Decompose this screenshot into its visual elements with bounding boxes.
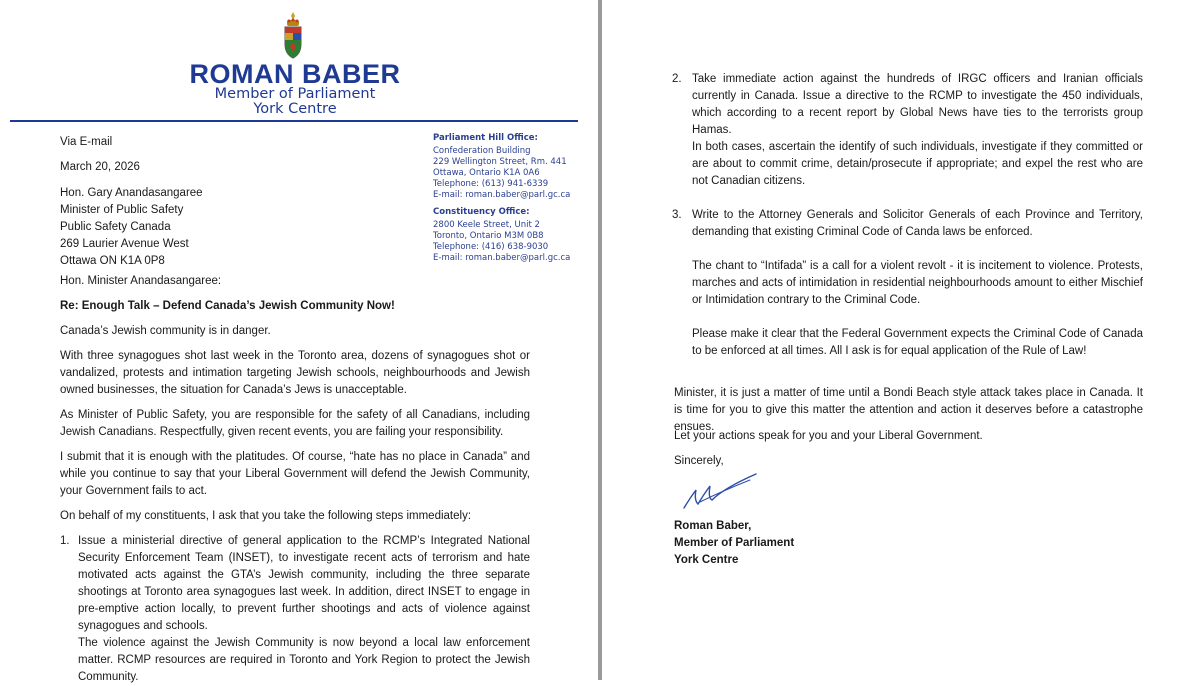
office-heading: Parliament Hill Office: [433,133,538,143]
recipient-address [60,185,390,270]
office-line: Confederation Building [433,146,531,156]
recipient-line: Public Safety Canada [60,221,171,233]
office-line: 229 Wellington Street, Rm. 441 [433,157,567,167]
subject-line: Re: Enough Talk – Defend Canada’s Jewish Community Now! [60,300,395,312]
paragraph-4: I submit that it is enough with the platitudes. Of course, “hate has no place in Canada” and while you continue to say that your Liberal Government will defend the Jewish Community, your Government fails to act. [60,451,530,497]
office-line: Telephone: (613) 941-6339 [433,179,549,189]
recipient-line: Minister of Public Safety [60,204,184,216]
step-1-text: Issue a ministerial directive of general application to the RCMP’s Integrated National Security Enforcement Team (INSET), to investigate recent acts of terrorism and hate motivated acts against the GTA’s Jewish community, including the three separate shootings at Toronto area synagogues last week. In addition, direct INSET to engage in pre-emptive action locally, to prevent further shootings and acts of violence against synagogues and schools. [78,535,530,632]
paragraph-7: Let your actions speak for you and your Liberal Government. [674,430,983,442]
step-1-followup: The violence against the Jewish Community is now beyond a local law enforcement matter. RCMP resources are required in Toronto and York Region to protect the Jewish Community. [78,637,530,683]
office-line: Ottawa, Ontario K1A 0A6 [433,168,540,178]
office-email-link[interactable]: E-mail: roman.baber@parl.gc.ca [433,253,571,263]
step-3-text: Write to the Attorney Generals and Solicitor Generals of each Province and Territory, demanding that existing Criminal Code of Canda laws be enforced. [692,209,1143,238]
paragraph-6: Minister, it is just a matter of time until a Bondi Beach style attack takes place in Canada. It is time for you to give this matter the attention and action it deserves before a catastrophe ensues. [674,387,1143,433]
paragraph-5: On behalf of my constituents, I ask that you take the following steps immediately: [60,510,472,522]
letterhead-rule [10,120,578,122]
constituency-office-address [433,207,593,264]
step-3-followup-1: The chant to “Intifada” is a call for a violent revolt - it is incitement to violence. Protests, marches and acts of intimidation in residential neighbourhoods amount to either Mischief or Intimidation contrary to the Criminal Code. [692,260,1143,306]
letterhead-title: Member of Parliament [214,86,376,102]
coat-of-arms-icon [280,10,306,64]
signature-name: Roman Baber, [674,520,752,532]
closing: Sincerely, [674,455,724,467]
signature-riding: York Centre [674,554,739,566]
office-heading: Constituency Office: [433,207,530,217]
salutation: Hon. Minister Anandasangaree: [60,275,222,287]
signature-block [674,518,874,569]
paragraph-1: Canada’s Jewish community is in danger. [60,325,271,337]
paragraph-3: As Minister of Public Safety, you are responsible for the safety of all Canadians, including Jewish Canadians. Respectfully, given recent events, you are failing your responsibility. [60,409,530,438]
delivery-method: Via E-mail [60,136,113,148]
step-number: 1. [60,535,70,547]
letterhead-name: ROMAN BABER [189,59,401,89]
paragraph-2: With three synagogues shot last week in the Toronto area, dozens of synagogues shot or vandalized, protests and intimation targeting Jewish schools, neighbourhoods and Jewish owned businesses, the situation for Canada’s Jews is unacceptable. [60,350,530,396]
office-email-link[interactable]: E-mail: roman.baber@parl.gc.ca [433,190,571,200]
letterhead-riding: York Centre [253,101,337,117]
step-number: 3. [672,209,682,221]
office-line: Telephone: (416) 638-9030 [433,242,549,252]
office-line: Toronto, Ontario M3M 0B8 [433,231,544,241]
recipient-line: Hon. Gary Anandasangaree [60,187,203,199]
signature-icon [680,468,760,518]
step-2-text: Take immediate action against the hundreds of IRGC officers and Iranian officials currently in Canada. Issue a directive to the RCMP to investigate the 450 individuals, which according to a recent report by Global News have ties to the terrorists group Hamas. [692,73,1143,136]
office-line: 2800 Keele Street, Unit 2 [433,220,540,230]
step-2-followup: In both cases, ascertain the identify of such individuals, investigate if they committed or are about to commit crime, detain/prosecute if appropriate; and expel the rest who are not Canadian citizens. [692,141,1143,187]
signature-title: Member of Parliament [674,537,795,549]
page-divider [598,0,602,680]
step-number: 2. [672,73,682,85]
step-3-followup-2: Please make it clear that the Federal Government expects the Criminal Code of Canada to be enforced at all times. All I ask is for equal application of the Rule of Law! [692,328,1143,357]
letter-date: March 20, 2026 [60,161,140,173]
letter-page-1 [0,0,598,683]
recipient-line: Ottawa ON K1A 0P8 [60,255,165,267]
recipient-line: 269 Laurier Avenue West [60,238,189,250]
